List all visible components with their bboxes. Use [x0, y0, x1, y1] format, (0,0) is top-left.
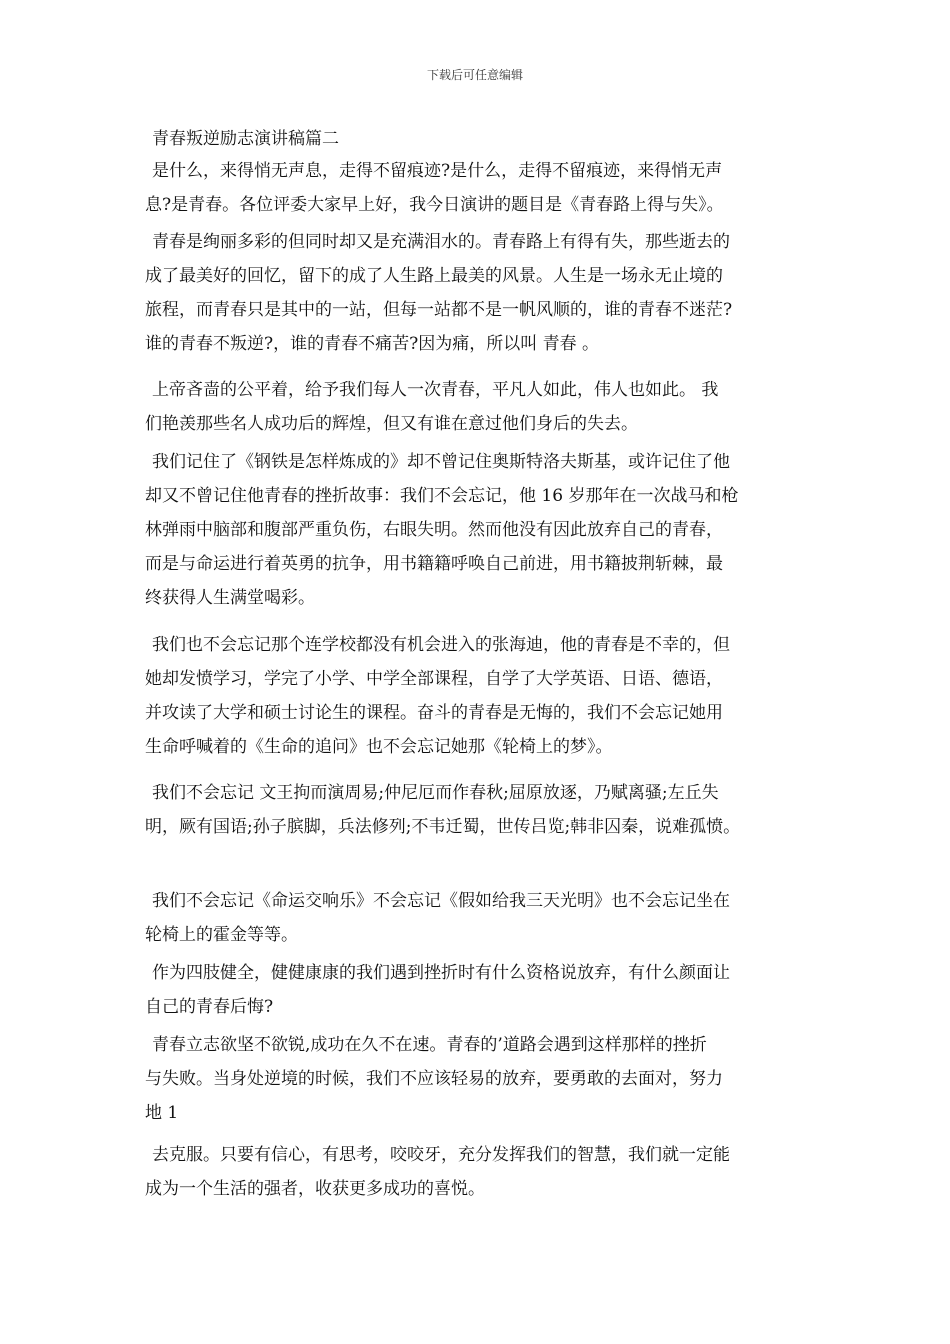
text-line: 成为一个生活的强者，收获更多成功的喜悦。	[145, 1179, 485, 1199]
text-line: 旅程，而青春只是其中的一站，但每一站都不是一帆风顺的，谁的青春不迷茫?	[145, 300, 733, 320]
text-line: 生命呼喊着的《生命的追问》也不会忘记她那《轮椅上的梦》。	[145, 737, 613, 757]
text-line: 我们不会忘记《命运交响乐》不会忘记《假如给我三天光明》也不会忘记坐在	[152, 891, 730, 911]
text-line: 她却发愤学习，学完了小学、中学全部课程，自学了大学英语、日语、德语，	[145, 669, 723, 689]
text-line: 而是与命运进行着英勇的抗争，用书籍籍呼唤自己前进，用书籍披荆斩棘，最	[145, 554, 723, 574]
text-line: 自己的青春后悔?	[145, 997, 274, 1017]
text-line: 息?是青春。各位评委大家早上好，我今日演讲的题目是《青春路上得与失》。	[145, 195, 724, 215]
paragraph	[145, 154, 815, 222]
text-line: 却又不曾记住他青春的挫折故事：我们不会忘记，他 16 岁那年在一次战马和枪	[145, 486, 739, 506]
page-header: 下载后可任意编辑	[426, 68, 523, 82]
text-line: 终获得人生满堂喝彩。	[145, 588, 315, 608]
text-line: 我们也不会忘记那个连学校都没有机会进入的张海迪，他的青春是不幸的，但	[152, 635, 730, 655]
paragraph	[145, 956, 815, 1024]
paragraph	[145, 628, 815, 764]
text-line: 轮椅上的霍金等等。	[145, 925, 298, 945]
paragraph	[145, 884, 815, 952]
text-line: 地 1	[145, 1103, 179, 1123]
text-line: 青春是绚丽多彩的但同时却又是充满泪水的。青春路上有得有失，那些逝去的	[152, 232, 730, 252]
text-line: 我们记住了《钢铁是怎样炼成的》却不曾记住奥斯特洛夫斯基，或许记住了他	[152, 452, 730, 472]
text-line: 们艳羡那些名人成功后的辉煌，但又有谁在意过他们身后的失去。	[145, 414, 638, 434]
text-line: 林弹雨中脑部和腹部严重负伤，右眼失明。然而他没有因此放弃自己的青春，	[145, 520, 723, 540]
text-line: 并攻读了大学和硕士讨论生的课程。奋斗的青春是无悔的，我们不会忘记她用	[145, 703, 723, 723]
text-line: 去克服。只要有信心，有思考，咬咬牙，充分发挥我们的智慧，我们就一定能	[152, 1145, 730, 1165]
document-title: 青春叛逆励志演讲稿篇二	[152, 129, 339, 149]
text-line: 成了最美好的回忆，留下的成了人生路上最美的风景。人生是一场永无止境的	[145, 266, 723, 286]
text-line: 是什么，来得悄无声息，走得不留痕迹?是什么，走得不留痕迹，来得悄无声	[152, 161, 723, 181]
paragraph	[145, 1028, 815, 1130]
text-line: 我们不会忘记 文王拘而演周易;仲尼厄而作春秋;屈原放逐，乃赋离骚;左丘失	[152, 783, 719, 803]
text-line: 青春立志欲坚不欲锐,成功在久不在速。青春的’道路会遇到这样那样的挫折	[152, 1035, 707, 1055]
paragraph	[145, 1138, 815, 1206]
paragraph	[145, 373, 815, 441]
text-line: 作为四肢健全，健健康康的我们遇到挫折时有什么资格说放弃，有什么颜面让	[152, 963, 730, 983]
text-line: 谁的青春不叛逆?，谁的青春不痛苦?因为痛，所以叫 青春 。	[145, 334, 600, 354]
paragraph	[145, 445, 815, 615]
text-line: 上帝吝啬的公平着，给予我们每人一次青春，平凡人如此，伟人也如此。 我	[152, 380, 719, 400]
paragraph	[145, 225, 815, 361]
text-line: 与失败。当身处逆境的时候，我们不应该轻易的放弃，要勇敢的去面对，努力	[145, 1069, 723, 1089]
text-line: 明，厥有国语;孙子膑脚，兵法修列;不韦迁蜀，世传吕览;韩非囚秦，说难孤愤。	[145, 817, 741, 837]
paragraph	[145, 776, 815, 844]
